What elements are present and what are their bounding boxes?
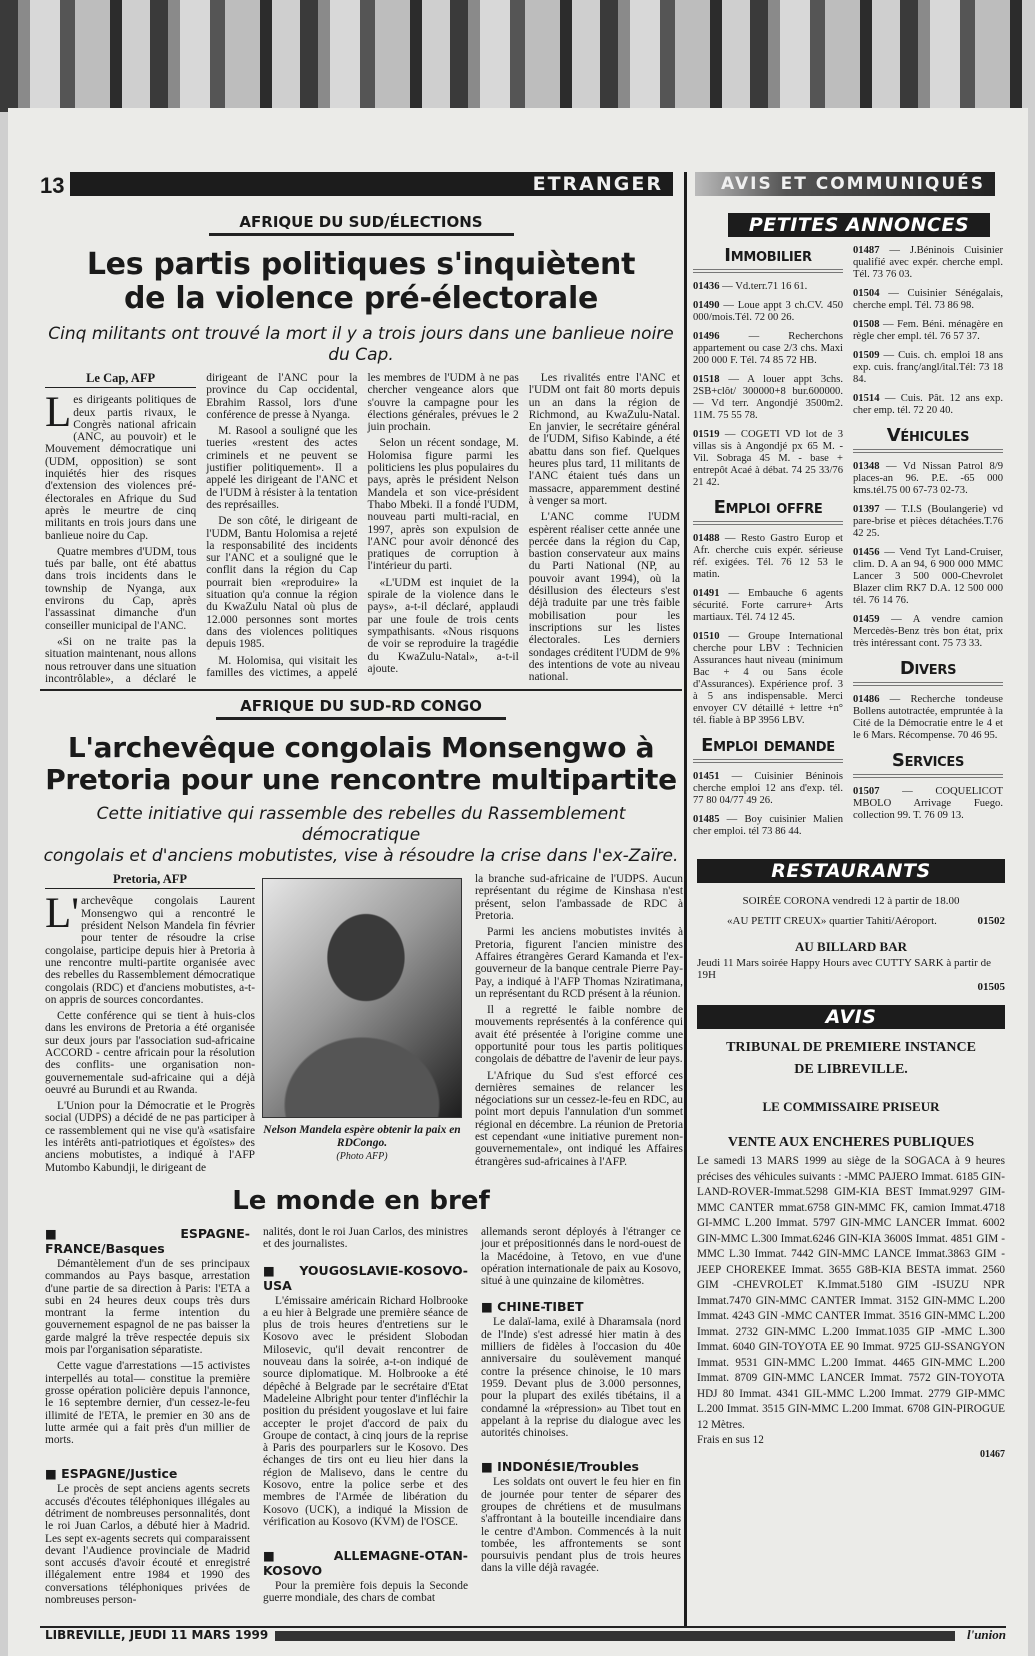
article2-title [40, 732, 682, 796]
divider [40, 689, 682, 691]
ad-text: Vd Nissan Patrol 8/9 places-an 96. P.E. -65 000 kms.tél.75 00 67-73 02-73. [853, 461, 1004, 496]
ad-section-heading: Véhicules [853, 425, 1003, 453]
article2-col2-paragraphs [475, 873, 683, 1168]
bref-heading: ■ ALLEMAGNE-OTAN-KOSOVO [263, 1548, 468, 1578]
classified-ad: 01488 — Resto Gastro Europ et Afr. cherche cuis expér. sérieuse réf. exigées. Tél. 76 12 53 le matin. [693, 533, 844, 580]
bref-paragraph: Pour la première fois depuis la Seconde guerre mondiale, des chars de combat [263, 1580, 468, 1605]
bref-col2 [263, 1220, 468, 1619]
billard-bar-heading: AU BILLARD BAR [795, 939, 907, 954]
classified-ad: 01348 — Vd Nissan Patrol 8/9 places-an 96. P.E. -65 000 kms.tél.75 00 67-73 02-73. [853, 461, 1004, 496]
ad-text: Resto Gastro Europ et Afr. cherche cuis expér. sérieuse réf. exigées. Tél. 76 12 53 le matin. [693, 533, 844, 580]
annonces-left-col [693, 237, 843, 845]
article1-title-line2: de la violence pré-électorale [124, 281, 598, 316]
annonces-right-sections [853, 425, 1003, 822]
avis-ref: 01467 [980, 1448, 1005, 1460]
paragraph: L'Afrique du Sud s'est efforcé ces dernières semaines de relancer les négociations sur un cessez-le-feu en RDC, au point mort depuis l'annulation d'un sommet régional en décembre. La réunion de Pretoria est cependant «une initiative purement non-gouvernementale», ont indiqué les Affaires étrangères sud-africaines à l'AFP. [475, 1069, 683, 1168]
article1-body [40, 372, 682, 685]
article1-subtitle: Cinq militants ont trouvé la mort il y a trois jours dans une banlieue noire du Cap. [48, 324, 674, 365]
footer-masthead: l'union [966, 1627, 1006, 1642]
mandela-photo [262, 878, 462, 1118]
classified-ad: 01486 — Recherche tondeuse Bollens autotractée, empruntée à la Cité de la Démocratie entre le 4 et le 6 Mars. Récompense. 70 46 95. [853, 694, 1003, 741]
bref-paragraph: L'émissaire américain Richard Holbrooke a eu hier à Belgrade une première séance de plus de trois heures d'entretiens sur le Kosovo avec le président Slobodan Milosevic, qu'il devait rencontrer de nouveau dans la soirée, a-t-on indiqué de source diplomatique. M. Holbrooke a été dépêché à Belgrade par le secrétaire d'Etat Madeleine Albright pour tenter d'infléchir la position du président yougoslave et lui faire accepter le projet d'accord de paix du Groupe de contact, à cinq jours de la reprise à Paris des pourparlers sur le Kosovo. Des échanges de tirs ont eu lieu hier dans la région de Malisevo, dans le centre du Kosovo, entre la police serbe et des membres de l'Armée de libération du Kosovo (UCK), a indiqué la Mission de vérification au Kosovo (KVM) de l'OSCE. [263, 1294, 468, 1528]
photo-caption [262, 1124, 462, 1163]
scan-top-edge [0, 0, 1035, 112]
annonces-right-col [853, 245, 1003, 829]
classified-ad: 01496 — Recherchons appartement ou case 2/3 chs. Maxi 200 000 F. Tél. 74 85 72 HB. [693, 331, 843, 366]
tribunal-line1: TRIBUNAL DE PREMIERE INSTANCE [726, 1040, 976, 1055]
ad-ref: 01456 [853, 547, 880, 558]
right-column [693, 213, 1005, 1460]
ad-text: Boy cuisinier Malien cher emploi. tél 73 86 44. [693, 814, 843, 837]
article1-paragraphs [45, 372, 680, 685]
bref-title: Le monde en bref [232, 1185, 490, 1216]
vente-body: Le samedi 13 MARS 1999 au siège de la SOGACA à 9 heures précises des véhicules suivants : -MMC PAJERO Immat. 6185 GIN-LAND-ROVER-Immat.5298 GIM-KIA BEST Immat.9297 GIM-MMC CANTER mmat.6758 GIN-MMC FK, camion Immat.4718 GI-MMC L.200 Immat. 5797 GIN-MMC LANCER Immat. 6002 GIN-MMC L.300 Immat.6246 GIN-KIA 3600S Immat. 4851 GIM -MMC L.30 Immat. 7442 GIN-MMC LANCE Immat.3863 GIM -JEEP CHOREKEE Immat. 3655 G8B-KIA BESTA immat. 2560 GIM -CHEVROLET K.Immat.5180 GIM -ISUZU NPR Immat.7470 GIN-MMC CANTER Immat. 3152 GIN-MMC L.200 Immat. 4243 GIN -MMC CANTER Immat. 3516 GIN-MMC L.200 Immat. 2732 GIN-MMC L.200 Immat.1035 GIP -MMC L.300 Immat. 6040 GIN-TOYOTA EE 90 Immat. 9725 GIJ-SSANGYON Immat. 9531 GIN-MMC L.200 Immat. 4465 GIN-MMC L.200 Immat. 8709 GIN-MMC LANCER Immat. 7572 GIN-TOYOTA HDJ 80 Immat. 4341 GIL-MMC L.200 Immat. 2779 GIP-MMC L.200 Immat. 3515 GIN-MMC L.200 Immat. 6708 GIN-PIROGUE 12 Mètres. [697, 1155, 1005, 1431]
bref-paragraph: Les soldats ont ouvert le feu hier en fin de journée pour tenter de séparer des groupes de chrétiens et de musulmans s'affrontant à la bouteille incendiaire dans le centre d'Ambon. Commencés à la nuit tombée, les affrontements se sont poursuivis pendant plus de trois heures dans la ville déjà ravagée. [481, 1476, 681, 1575]
annonces-right-lead [853, 245, 1003, 417]
bref-paragraph: Le procès de sept anciens agents secrets accusés d'écoutes téléphoniques illégales au détriment de nombreuses personnalités, dont le roi Juan Carlos, a débuté hier à Madrid. Les sept ex-agents secrets qui comparaissent devant l'Audience provinciale de Madrid sont accusés d'avoir écouté et enregistré illégalement entre 1984 et 1990 des conversations téléphoniques privées de nombreuses person- [45, 1483, 250, 1607]
bref-col1-items [45, 1226, 250, 1620]
ad-ref: 01348 [853, 461, 880, 472]
avis-block [693, 1037, 1005, 1460]
paragraph: Les rivalités entre l'ANC et l'UDM ont fait 80 morts depuis un an dans la région de Richmond, au KwaZulu-Natal. En janvier, le secrétaire général de l'UDM, Sifiso Kabinde, a été abattu dans son fief. Quelques heures plus tard, 11 militants de l'ANC étaient tués dans un massacre, apparemment destiné à venger sa mort. [528, 372, 680, 507]
ad-ref: 01510 [693, 631, 720, 642]
article2-byline: Pretoria, AFP [45, 873, 255, 889]
article2-subtitle-line2: congolais et d'anciens mobutistes, vise à résoudre la crise dans l'ex-Zaïre. [43, 846, 679, 867]
ad-ref: 01507 [853, 786, 880, 797]
classified-ad: 01504 — Cuisinier Sénégalais, cherche empl. Tél. 73 86 98. [853, 288, 1003, 311]
ad-ref: 01451 [693, 771, 720, 782]
caption-text: Nelson Mandela espère obtenir la paix en RDCongo. [263, 1124, 461, 1150]
ad-text: Loue appt 3 ch.CV. 450 000/mois.Tél. 72 00 26. [693, 300, 844, 323]
bref-columns [40, 1220, 682, 1620]
footer-dateline: LIBREVILLE, JEUDI 11 MARS 1999 [45, 1628, 269, 1642]
bref-heading: ■ CHINE-TIBET [481, 1299, 681, 1314]
ad-text: Vd.terr.71 16 61. [735, 281, 808, 292]
paragraph: M. Rasool a souligné que les tueries «restent des actes criminels et ne peuvent se justifier politiquement». Il a appelé les dirigeant de l'ANC et de l'UDM à résister à la tentation des représailles. [206, 425, 358, 511]
paragraph: Les dirigeants politiques de deux partis rivaux, le Congrès national africain (ANC, au pouvoir) et le Mouvement démocratique uni (UDM, opposition) se sont inquiétés hier des risques d'extension des violences pré-électorales en Afrique du Sud après le meurtre de cinq militants en trois jours dans une banlieue noire du Cap. [45, 389, 197, 542]
bref-col1 [45, 1220, 250, 1620]
classified-ad: 01507 — COQUELICOT MBOLO Arrivage Fuego. collection 99. T. 76 09 13. [853, 786, 1003, 821]
classified-ad: 01514 — Cuis. Pât. 12 ans exp. cher emp. tél. 72 20 40. [853, 393, 1003, 416]
billard-bar-ref: 01505 [977, 981, 1005, 993]
paragraph: L'archevêque congolais Laurent Monsengwo qui a rencontré le président Nelson Mandela fin février pour tenter de résoudre la crise congolaise, participe depuis hier à Pretoria à une rencontre multi-partite organisée avec des rebelles du Rassemblement démocratique congolais (RDC) et d'anciens mobutistes, a-t-on appris de sources concordantes. [45, 890, 255, 1006]
restaurant-corona: SOIRÉE CORONA vendredi 12 à partir de 18.00 [742, 895, 960, 907]
article2-title-line2: Pretoria pour une rencontre multipartite [45, 763, 677, 797]
ad-text: Groupe International cherche pour LBV : Technicien Assurances haut niveau (minimum Bac + 4 ou 5ans école d'Assurances). Expérience prof. 3 à 5 ans indispensable. Merci envoyer CV détaillé + lettre +n° tél. fiable à BP 3956 LBV. [693, 631, 843, 726]
ad-ref: 01496 [693, 331, 720, 342]
page-footer [40, 1626, 1006, 1642]
classified-ad: 01485 — Boy cuisinier Malien cher emploi. tél 73 86 44. [693, 814, 843, 837]
classified-ad: 01459 — A vendre camion Mercedès-Benz très bon état, prix très intéressant cont. 75 73 33. [853, 614, 1003, 649]
article2-subtitle [40, 804, 682, 867]
ad-section-heading: Immobilier [693, 245, 843, 273]
ad-ref: 01508 [853, 319, 880, 330]
ad-text: Cuis. Pât. 12 ans exp. cher emp. tél. 72 20 40. [853, 393, 1003, 416]
paragraph: L'ANC comme l'UDM espèrent réaliser cette année une percée dans la région du Cap, bastion conservateur aux mains du Parti National (NP, au pouvoir avant 1994), où la désillusion des électeurs s'est déjà traduite par une très faible mobilisation pour les inscriptions sur les listes électorales. Les derniers sondages créditent l'UDM de 9% des intentions de vote au niveau national. [528, 511, 680, 684]
ad-ref: 01436 [693, 281, 720, 292]
bref-col3-items [481, 1299, 681, 1588]
article2-subtitle-line1: Cette initiative qui rassemble des rebelles du Rassemblement démocratique [96, 804, 626, 846]
ad-text: COGETI VD lot de 3 villas sis à Angondjé px 65 M. -Vil. Sobraga 45 M. - base + entrepôt Acaé à débat. 74 25 33/76 21 42. [693, 429, 843, 488]
restaurants-header: RESTAURANTS [697, 859, 1005, 883]
footer-bar [275, 1631, 955, 1641]
restaurant-petit-creux-text: «AU PETIT CREUX» quartier Tahiti/Aéroport. [727, 915, 937, 927]
ad-ref: 01485 [693, 814, 720, 825]
column-divider [684, 172, 687, 1626]
ad-text: Cuis. ch. emploi 18 ans exp. cuis. franç/angl/ital.Tél: 73 18 84. [853, 350, 1003, 385]
ad-text: J.Béninois Cuisinier qualifié avec expér. cherche empl. Tél. 73 76 03. [853, 245, 1004, 280]
article1-kicker: AFRIQUE DU SUD/ÉLECTIONS [209, 213, 514, 236]
ad-section-heading: Divers [853, 658, 1003, 686]
paragraph: De son côté, le dirigeant de l'UDM, Bantu Holomisa a rejeté la responsabilité des incidents sur l'ANC et a souligné que le conflit dans la région du Cap pourrait bien «reproduire» la situation qu'a connue la région du KwaZulu Natal où plus de 12.000 personnes sont mortes dans des violences politiques depuis 1985. [206, 515, 358, 651]
vente-encheres: VENTE AUX ENCHERES PUBLIQUES [727, 1135, 975, 1150]
classified-ad: 01518 — A louer appt 3chs. 2SB+clôt/ 300000+8 bur.600000.— Vd terr. Angondjé 3500m2. 11M. 75 55 78. [693, 374, 843, 421]
article1-title [40, 248, 682, 316]
article2-col1-paragraphs [45, 890, 255, 1174]
ad-text: Cuisinier Sénégalais, cherche empl. Tél. 73 86 98. [853, 288, 1003, 311]
paragraph: la branche sud-africaine de l'UDPS. Aucun représentant du régime de Kinshasa n'est présent, selon l'ambassade de RDC à Pretoria. [475, 873, 683, 923]
classified-ad: 01490 — Loue appt 3 ch.CV. 450 000/mois.Tél. 72 00 26. [693, 300, 844, 323]
section-avis-communiques: AVIS ET COMMUNIQUÉS [695, 172, 995, 196]
classified-ad: 01436 — Vd.terr.71 16 61. [693, 281, 808, 292]
paragraph: Selon un récent sondage, M. Holomisa figure parmi les politiciens les plus populaires du pays, après le président Nelson Mandela et son vice-président Thabo Mbeki. Il a fondé l'UDM, nouveau parti multi-racial, en 1997, après son expulsion de l'ANC pour avoir dénoncé des pratiques de corruption à l'intérieur du parti. [367, 437, 519, 573]
bref-heading: ■ ESPAGNE-FRANCE/Basques [45, 1226, 250, 1256]
article2-title-line1: L'archevêque congolais Monsengwo à [67, 731, 655, 765]
ad-text: Vend Tyt Land-Cruiser, clim. D. A an 94, 6 900 000 MMC Lancer 3 500 000-Chevrolet Blazer clim RK7 D.A. 12 500 000 tél. 76 14 76. [853, 547, 1003, 606]
paragraph: M. Holomisa, qui visitait les familles des victimes, a appelé les membres de l'UDM à ne pas chercher vengeance alors que s'ouvre la campagne pour les élections générales, prévues le 2 juin prochain. [206, 372, 519, 679]
bref-heading: ■ ESPAGNE/Justice [45, 1466, 250, 1481]
ad-ref: 01519 [693, 429, 720, 440]
paragraph: Cette conférence qui se tient à huis-clos dans les environs de Pretoria a été organisée sur deux jours par l'association sud-africaine ACCORD - centre africain pour la résolution des conflits- une organisation non-gouvernementale sud-africaine qui a déjà oeuvré au Burundi et au Rwanda. [45, 1010, 255, 1096]
classified-ad: 01456 — Vend Tyt Land-Cruiser, clim. D. A an 94, 6 900 000 MMC Lancer 3 500 000-Chevrolet Blazer clim RK7 D.A. 12 500 000 tél. 76 14 76. [853, 547, 1003, 606]
ad-ref: 01514 [853, 393, 880, 404]
ad-ref: 01490 [693, 300, 720, 311]
bref-heading: ■ YOUGOSLAVIE-KOSOVO-USA [263, 1263, 468, 1293]
paragraph: «L'UDM est inquiet de la spirale de la violence dans le pays», a-t-il déclaré, applaudi par une foule de trois cents sympathisants. «Nous risquons de voir se reproduire la tragédie du KwaZulu-Natal», a-t-il ajoute. [367, 576, 519, 675]
ad-text: Recherchons appartement ou case 2/3 chs. Maxi 200 000 F. Tél. 74 85 72 HB. [693, 331, 843, 366]
ad-ref: 01486 [853, 694, 880, 705]
bref-col2-lead: nalités, dont le roi Juan Carlos, des ministres et des journalistes. [263, 1225, 468, 1251]
ad-text: A vendre camion Mercedès-Benz très bon état, prix très intéressant cont. 75 73 33. [853, 614, 1003, 649]
ad-section-heading: Emploi offre [693, 497, 843, 525]
classified-ad: 01519 — COGETI VD lot de 3 villas sis à Angondjé px 65 M. -Vil. Sobraga 45 M. - base + entrepôt Acaé à débat. 74 25 33/76 21 42. [693, 429, 843, 488]
ad-ref: 01488 [693, 533, 720, 544]
petites-annonces-header: PETITES ANNONCES [728, 213, 990, 237]
restaurant-petit-creux [697, 915, 1005, 927]
classified-ad: 01508 — Fem. Béni. ménagère en règle cher empl. tél. 76 57 37. [853, 319, 1003, 342]
restaurants-block [693, 895, 1005, 993]
classified-ad: 01397 — T.I.S (Boulangerie) vd pare-brise et pièces détachées.T.76 42 25. [853, 504, 1003, 539]
ad-ref: 01509 [853, 350, 880, 361]
classified-ad: 01509 — Cuis. ch. emploi 18 ans exp. cuis. franç/angl/ital.Tél: 73 18 84. [853, 350, 1003, 385]
frais: Frais en sus 12 [697, 1434, 764, 1446]
article2-col2 [475, 873, 683, 1172]
section-etranger: ETRANGER [70, 172, 673, 196]
ad-ref: 01397 [853, 504, 880, 515]
ad-text: COQUELICOT MBOLO Arrivage Fuego. collection 99. T. 76 09 13. [853, 786, 1003, 821]
ad-section-heading: Emploi demande [693, 735, 843, 763]
avis-header: AVIS [697, 1005, 1005, 1029]
bref-col3-lead: allemands seront déployés à l'étranger ce jour et prépositionnés dans le nord-ouest de la Macédoine, à Tetovo, en vue d'une opération internationale de paix au Kosovo, situé à une quinzaine de kilomètres. [481, 1225, 681, 1288]
tribunal-line2: DE LIBREVILLE. [794, 1062, 908, 1077]
ad-ref: 01491 [693, 588, 720, 599]
photo-block [262, 878, 462, 1163]
bref-paragraph: Démantèlement d'un de ses principaux commandos au Pays basque, arrestation d'une partie de sa direction à Paris: l'ETA a subi en 24 heures deux coups très durs montrant la ferme intention du gouvernement espagnol de ne pas baisser la garde malgré la trêve respectée depuis six mois par l'organisation séparatiste. [45, 1257, 250, 1357]
ad-text: T.I.S (Boulangerie) vd pare-brise et pièces détachées.T.76 42 25. [853, 504, 1003, 539]
billard-bar-text: Jeudi 11 Mars soirée Happy Hours avec CUTTY SARK à partir de 19H [697, 957, 991, 981]
paragraph: Parmi les anciens mobutistes invités à Pretoria, figurent l'ancien ministre des Affaires étrangères Gerard Kamanda et l'ex-gouverneur de la banque centrale Pierre Pay-Pay, a indiqué à l'AFP Thomas Nziratimana, un représentant du RCD présent à la réunion. [475, 926, 683, 1000]
restaurant-ref: 01502 [977, 915, 1005, 927]
article1-byline: Le Cap, AFP [45, 372, 196, 388]
ad-section-heading: Services [853, 750, 1003, 778]
ad-text: Fem. Béni. ménagère en règle cher empl. tél. 76 57 37. [853, 319, 1003, 342]
article2-kicker: AFRIQUE DU SUD-RD CONGO [216, 697, 506, 720]
paragraph: «Si on ne traite pas la situation maintenant, nous allons nous retrouver dans une situation incontrôlable», a déclaré le dirigeant de l'ANC pour la province du Cap occidental, Ebrahim Rassol, lors d'une conférence de presse à Nyanga. [45, 372, 358, 685]
paragraph: Il a regretté le faible nombre de mouvements représentés à la conférence qui avait été présentée à l'origine comme une opportunité pour tous les partis politiques congolais de débattre de l'avenir de leur pays. [475, 1004, 683, 1066]
annonces-left-sections [693, 245, 843, 838]
bref-heading: ■ INDONÉSIE/Troubles [481, 1459, 681, 1474]
ad-ref: 01518 [693, 374, 720, 385]
ad-text: A louer appt 3chs. 2SB+clôt/ 300000+8 bur.600000.— Vd terr. Angondjé 3500m2. 11M. 75 55 78. [693, 374, 843, 421]
classified-ad: 01510 — Groupe International cherche pour LBV : Technicien Assurances haut niveau (minimum Bac + 4 ou 5ans école d'Assurances). Expérience prof. 3 à 5 ans indispensable. Merci envoyer CV détaillé + lettre +n° tél. fiable à BP 3956 LBV. [693, 631, 843, 726]
article2-col1 [45, 873, 255, 1178]
bref-col3 [481, 1220, 681, 1589]
paragraph: Quatre membres d'UDM, tous tués par balle, ont été abattus dans trois incidents dans le township de Nyanga, aux environs du Cap, après l'assassinat dimanche d'un conseiller municipal de l'ANC. [45, 545, 197, 632]
ad-ref: 01504 [853, 288, 880, 299]
ad-ref: 01459 [853, 614, 880, 625]
bref-paragraph: Cette vague d'arrestations —15 activistes interpellés au total— constitue la première grosse opération policière depuis l'annonce, le 16 septembre dernier, d'un cessez-le-feu illimité de l'ETA, le premier en 30 ans de lutte armée qui a fait près d'un millier de morts. [45, 1360, 250, 1447]
bref-col2-items [263, 1263, 468, 1619]
ad-ref: 01487 [853, 245, 880, 256]
ad-text: Cuisinier Béninois cherche emploi 12 ans d'exp. tél. 77 80 04/77 49 26. [693, 771, 843, 806]
left-column [40, 205, 682, 1620]
page-number: 13 [40, 173, 65, 198]
ad-text: Recherche tondeuse Bollens autotractée, empruntée à la Cité de la Démocratie entre le 4 et le 6 Mars. Récompense. 70 46 95. [853, 694, 1003, 741]
article1-title-line1: Les partis politiques s'inquiètent [86, 247, 636, 282]
article2-body [40, 873, 682, 1178]
classified-ad: 01451 — Cuisinier Béninois cherche emploi 12 ans d'exp. tél. 77 80 04/77 49 26. [693, 771, 843, 806]
classified-ad: 01487 — J.Béninois Cuisinier qualifié avec expér. cherche empl. Tél. 73 76 03. [853, 245, 1004, 280]
annonces-columns [693, 237, 1005, 845]
bref-paragraph: Le dalaï-lama, exilé à Dharamsala (nord de l'Inde) s'est adressé hier matin à des milliers de fidèles à l'occasion du 40e anniversaire du soulèvement manqué contre la présence chinoise, le 10 mars 1959. Devant plus de 3.000 personnes, pour la plupart des exilés tibétains, il a condamné la «répression» au Tibet tout en appelant à la reprise du dialogue avec les autorités chinoises. [481, 1316, 681, 1440]
ad-text: Embauche 6 agents sécurité. Forte carrure+ Arts martiaux. Tél. 74 12 45. [693, 588, 843, 623]
classified-ad: 01491 — Embauche 6 agents sécurité. Forte carrure+ Arts martiaux. Tél. 74 12 45. [693, 588, 843, 623]
photo-credit: (Photo AFP) [336, 1151, 388, 1163]
paragraph: L'Union pour la Démocratie et le Progrès social (UDPS) a décidé de ne pas participer à ce rassemblement qui ne vise qu'à «satisfaire les intérêts anti-patriotiques et égoïstes» des anciens mobutistes, a indiqué à l'AFP Mutombo Kabundji, le dirigeant de [45, 1100, 255, 1174]
commissaire-priseur: LE COMMISSAIRE PRISEUR [762, 1099, 940, 1114]
